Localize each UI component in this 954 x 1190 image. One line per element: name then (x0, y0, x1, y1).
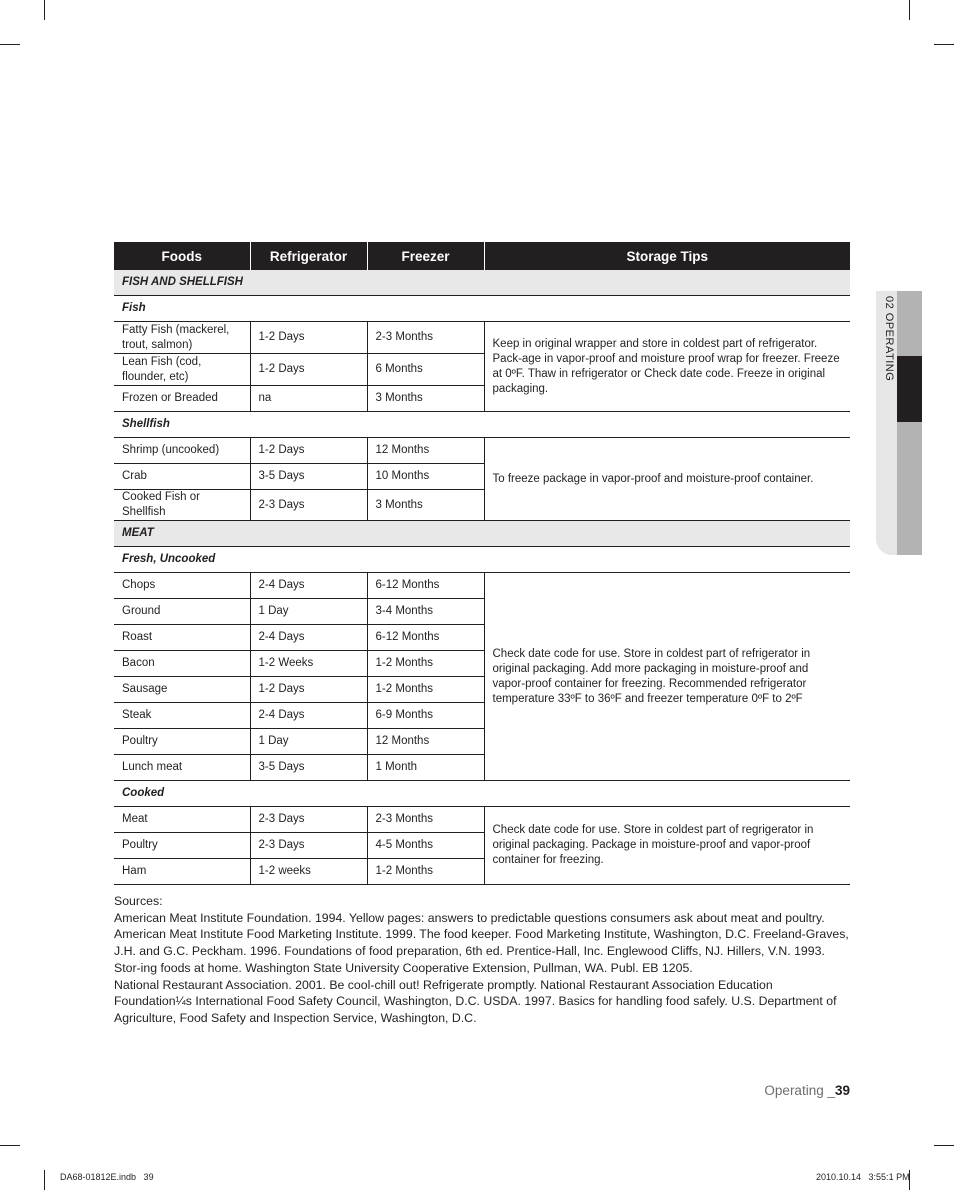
subcategory-label: Fresh, Uncooked (114, 547, 850, 573)
subcategory-row (114, 412, 850, 438)
refrigerator-cell: 1-2 Weeks (250, 651, 367, 677)
crop-mark (44, 1170, 45, 1190)
freezer-cell: 1-2 Months (367, 859, 484, 885)
food-cell: Bacon (114, 651, 250, 677)
freezer-cell: 1-2 Months (367, 651, 484, 677)
refrigerator-cell: 2-4 Days (250, 573, 367, 599)
food-storage-table (114, 242, 850, 885)
freezer-cell: 3 Months (367, 386, 484, 412)
freezer-cell: 12 Months (367, 438, 484, 464)
print-slug-timestamp: 2010.10.14 3:55:1 PM (816, 1172, 910, 1182)
side-tab-marker (897, 356, 922, 422)
header-refrigerator: Refrigerator (250, 242, 367, 270)
category-label: MEAT (114, 521, 850, 547)
source-paragraph: National Restaurant Association. 2001. Be cool-chill out! Refrigerate promptly. National Restaurant Association Education Foundation¼s International Food Safety Council, Washington, D.C. USDA. 1997. Basics for handling food safely. U.S. Department of Agriculture, Food Safety and Inspection Service, Washington, D.C. (114, 977, 837, 1025)
refrigerator-cell: na (250, 386, 367, 412)
header-storage-tips: Storage Tips (484, 242, 850, 270)
food-cell: Sausage (114, 677, 250, 703)
category-label: FISH AND SHELLFISH (114, 270, 850, 296)
refrigerator-cell: 2-4 Days (250, 625, 367, 651)
freezer-cell: 12 Months (367, 729, 484, 755)
refrigerator-cell: 2-3 Days (250, 807, 367, 833)
freezer-cell: 6-12 Months (367, 625, 484, 651)
table-row (114, 573, 850, 599)
subcategory-label: Shellfish (114, 412, 850, 438)
subcategory-label: Cooked (114, 781, 850, 807)
refrigerator-cell: 3-5 Days (250, 464, 367, 490)
freezer-cell: 6-12 Months (367, 573, 484, 599)
refrigerator-cell: 3-5 Days (250, 755, 367, 781)
storage-tip-cell: To freeze package in vapor-proof and moisture-proof container. (484, 438, 850, 521)
freezer-cell: 2-3 Months (367, 322, 484, 354)
page-footer (764, 1083, 850, 1098)
refrigerator-cell: 1 Day (250, 729, 367, 755)
refrigerator-cell: 1 Day (250, 599, 367, 625)
crop-mark (44, 0, 45, 20)
freezer-cell: 6-9 Months (367, 703, 484, 729)
food-cell: Roast (114, 625, 250, 651)
refrigerator-cell: 1-2 weeks (250, 859, 367, 885)
refrigerator-cell: 2-3 Days (250, 833, 367, 859)
freezer-cell: 3-4 Months (367, 599, 484, 625)
food-cell: Crab (114, 464, 250, 490)
food-cell: Poultry (114, 833, 250, 859)
page-number: 39 (834, 1083, 850, 1098)
sources-section (114, 893, 854, 1027)
refrigerator-cell: 1-2 Days (250, 677, 367, 703)
subcategory-row (114, 296, 850, 322)
storage-tip-cell: Check date code for use. Store in coldest part of regrigerator in original packaging. Package in moisture-proof and vapor-proof container for freezing. (484, 807, 850, 885)
side-tab-label: 02 OPERATING (883, 296, 895, 382)
table-row (114, 438, 850, 464)
table-header-row (114, 242, 850, 270)
table-row (114, 322, 850, 354)
refrigerator-cell: 1-2 Days (250, 322, 367, 354)
food-cell: Fatty Fish (mackerel, trout, salmon) (114, 322, 250, 354)
subcategory-label: Fish (114, 296, 850, 322)
subcategory-row (114, 547, 850, 573)
freezer-cell: 1-2 Months (367, 677, 484, 703)
footer-section-label: Operating _ (764, 1083, 835, 1098)
storage-tip-cell: Check date code for use. Store in coldest part of refrigerator in original packaging. Add more packaging in moisture-proof and vapor-proof container for freezing. Recommended refrigerator temperature 33ºF to 36ºF and freezer temperature 0ºF to 2ºF (484, 573, 850, 781)
food-cell: Ground (114, 599, 250, 625)
crop-mark (909, 0, 910, 20)
refrigerator-cell: 1-2 Days (250, 354, 367, 386)
food-cell: Shrimp (uncooked) (114, 438, 250, 464)
source-paragraph: American Meat Institute Foundation. 1994. Yellow pages: answers to predictable questions consumers ask about meat and poultry. (114, 910, 825, 925)
source-paragraph: American Meat Institute Food Marketing Institute. 1999. The food keeper. Food Marketing Institute, Washington, D.C. Freeland-Graves, J.H. and G.C. Peckham. 1996. Foundations of food preparation, 6th ed. Prentice-Hall, Inc. Englewood Cliffs, NJ. Hillers, V.N. 1993. Stor-ing foods at home. Washington State University Cooperative Extension, Pullman, WA. Publ. EB 1205. (114, 927, 849, 975)
sources-label: Sources: (114, 894, 163, 908)
crop-mark (934, 44, 954, 45)
subcategory-row (114, 781, 850, 807)
refrigerator-cell: 2-3 Days (250, 490, 367, 521)
food-cell: Ham (114, 859, 250, 885)
category-row (114, 521, 850, 547)
food-cell: Lean Fish (cod, flounder, etc) (114, 354, 250, 386)
freezer-cell: 6 Months (367, 354, 484, 386)
food-cell: Chops (114, 573, 250, 599)
food-cell: Steak (114, 703, 250, 729)
food-cell: Cooked Fish or Shellfish (114, 490, 250, 521)
freezer-cell: 2-3 Months (367, 807, 484, 833)
crop-mark (934, 1145, 954, 1146)
table-row (114, 807, 850, 833)
crop-mark (0, 44, 20, 45)
food-cell: Meat (114, 807, 250, 833)
header-freezer: Freezer (367, 242, 484, 270)
food-cell: Frozen or Breaded (114, 386, 250, 412)
refrigerator-cell: 2-4 Days (250, 703, 367, 729)
storage-tip-cell: Keep in original wrapper and store in coldest part of refrigerator. Pack-age in vapor-proof and moisture proof wrap for freezer. Freeze at 0ºF. Thaw in refrigerator or Check date code. Freeze in original packaging. (484, 322, 850, 412)
category-row (114, 270, 850, 296)
food-cell: Lunch meat (114, 755, 250, 781)
food-cell: Poultry (114, 729, 250, 755)
print-slug-file: DA68-01812E.indb 39 (60, 1172, 154, 1182)
refrigerator-cell: 1-2 Days (250, 438, 367, 464)
freezer-cell: 4-5 Months (367, 833, 484, 859)
freezer-cell: 3 Months (367, 490, 484, 521)
freezer-cell: 1 Month (367, 755, 484, 781)
freezer-cell: 10 Months (367, 464, 484, 490)
side-tab-strip (897, 291, 922, 555)
crop-mark (0, 1145, 20, 1146)
header-foods: Foods (114, 242, 250, 270)
